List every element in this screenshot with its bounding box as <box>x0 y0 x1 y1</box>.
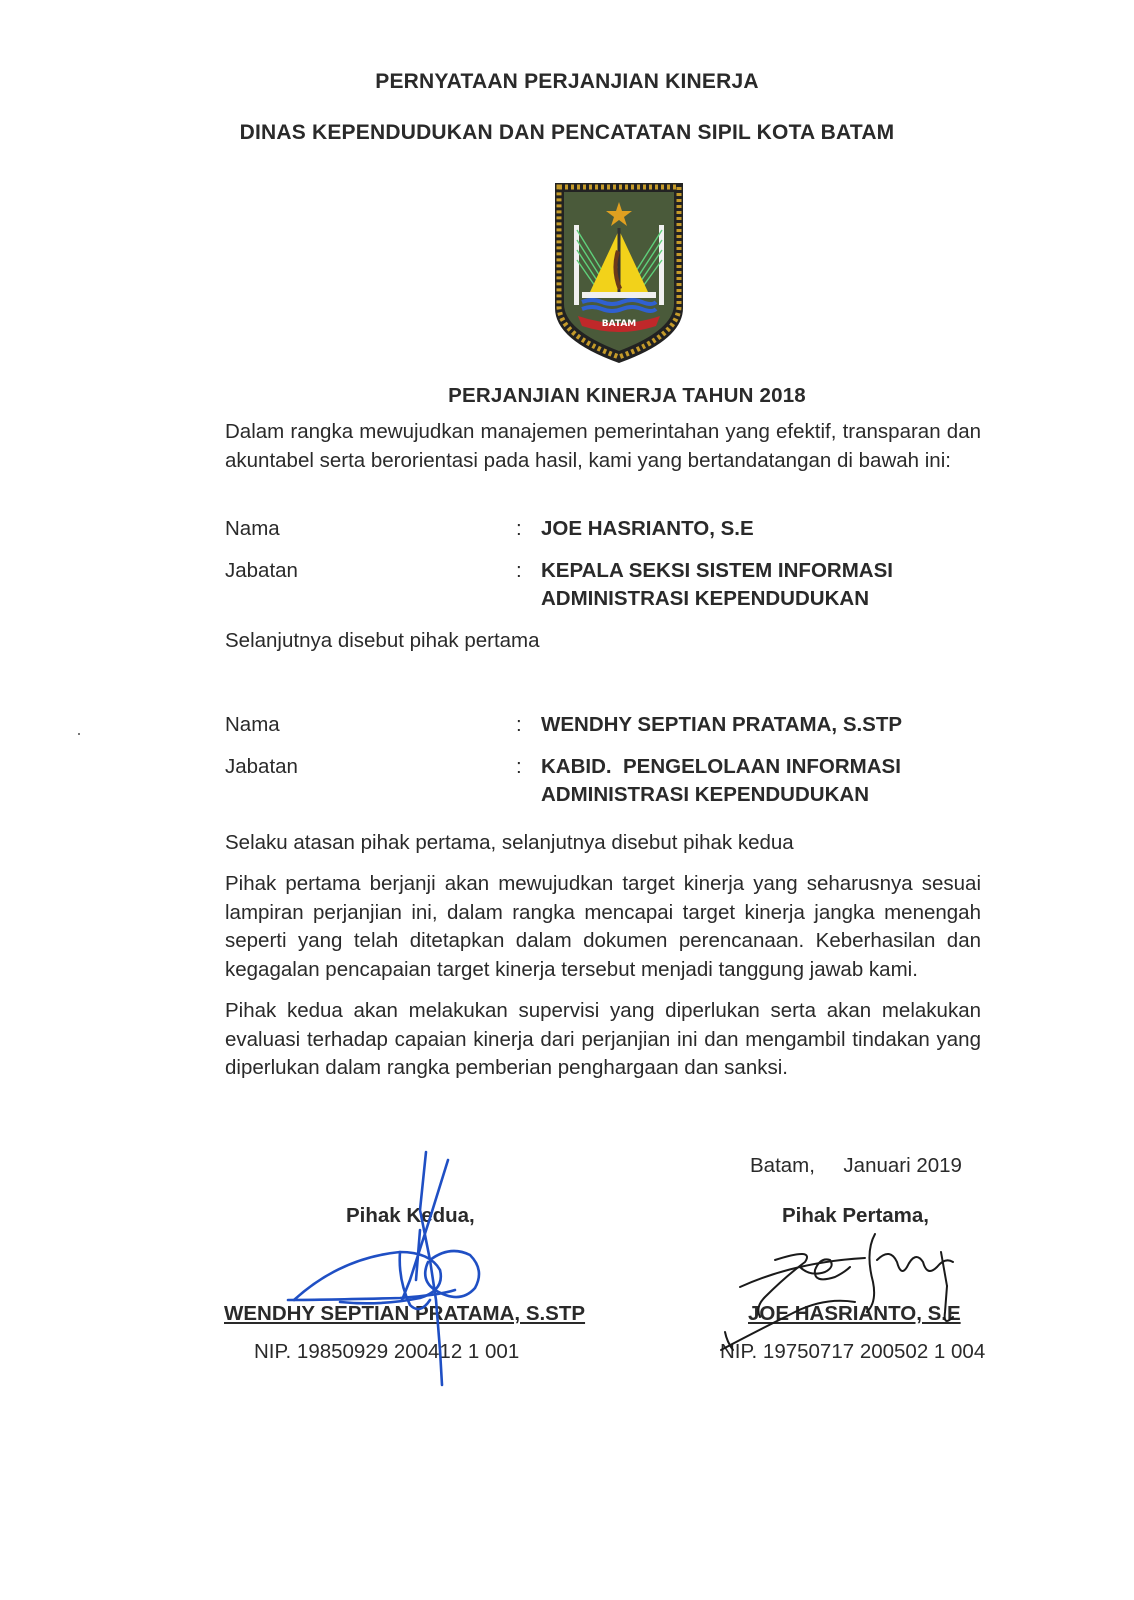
party1-name-value: JOE HASRIANTO, S.E <box>541 517 754 540</box>
party1-designation: Selanjutnya disebut pihak pertama <box>225 629 540 652</box>
right-signer-role: Pihak Pertama, <box>782 1204 929 1227</box>
party2-designation: Selaku atasan pihak pertama, selanjutnya disebut pihak kedua <box>225 831 794 854</box>
party2-position-label: Jabatan <box>225 755 298 778</box>
party2-position-line2: ADMINISTRASI KEPENDUDUKAN <box>541 783 870 806</box>
party1-position-line2: ADMINISTRASI KEPENDUDUKAN <box>541 587 870 610</box>
colon: : <box>516 713 522 736</box>
document-title: PERJANJIAN KINERJA TAHUN 2018 <box>448 384 806 407</box>
header-title: PERNYATAAN PERJANJIAN KINERJA <box>375 70 759 93</box>
party2-name-value: WENDHY SEPTIAN PRATAMA, S.STP <box>541 713 903 736</box>
colon: : <box>516 559 522 582</box>
colon: : <box>516 755 522 778</box>
left-signature-image <box>280 1140 510 1390</box>
party1-name-label: Nama <box>225 517 280 540</box>
agency-name: DINAS KEPENDUDUKAN DAN PENCATATAN SIPIL KOTA BATAM <box>239 121 895 144</box>
right-signer-nip: NIP. 19750717 200502 1 004 <box>720 1340 986 1363</box>
left-signer-nip: NIP. 19850929 200412 1 001 <box>254 1340 520 1363</box>
right-signature-image <box>715 1222 985 1377</box>
party2-name-label: Nama <box>225 713 280 736</box>
party1-position-line1: KEPALA SEKSI SISTEM INFORMASI <box>541 559 893 582</box>
supervision-paragraph: Pihak kedua akan melakukan supervisi yang diperlukan serta akan melakukan evaluasi terhadap capaian kinerja dari perjanjian ini dan mengambil tindakan yang diperlukan dalam rangka pemberian penghargaan dan sanksi. <box>225 999 981 1079</box>
party2-position-line1: KABID. PENGELOLAAN INFORMASI <box>541 755 901 778</box>
colon: : <box>516 517 522 540</box>
left-signer-name: WENDHY SEPTIAN PRATAMA, S.STP <box>224 1302 586 1325</box>
batam-emblem <box>552 180 686 366</box>
place-date: Batam, Januari 2019 <box>750 1154 962 1177</box>
party1-position-label: Jabatan <box>225 559 298 582</box>
intro-paragraph: Dalam rangka mewujudkan manajemen pemerintahan yang efektif, transparan dan akuntabel serta berorientasi pada hasil, kami yang bertandatangan di bawah ini: <box>225 420 981 472</box>
right-signer-name: JOE HASRIANTO, S.E <box>748 1302 961 1325</box>
left-signer-role: Pihak Kedua, <box>346 1204 475 1227</box>
commitment-paragraph: Pihak pertama berjanji akan mewujudkan target kinerja yang seharusnya sesuai lampiran perjanjian ini, dalam rangka mencapai target kinerja jangka menengah seperti yang telah ditetapkan dalam dokumen perencanaan. Keberhasilan dan kegagalan pencapaian target kinerja tersebut menjadi tanggung jawab kami. <box>225 872 981 981</box>
scan-dot <box>78 733 80 735</box>
svg-text:BATAM: BATAM <box>601 319 637 329</box>
